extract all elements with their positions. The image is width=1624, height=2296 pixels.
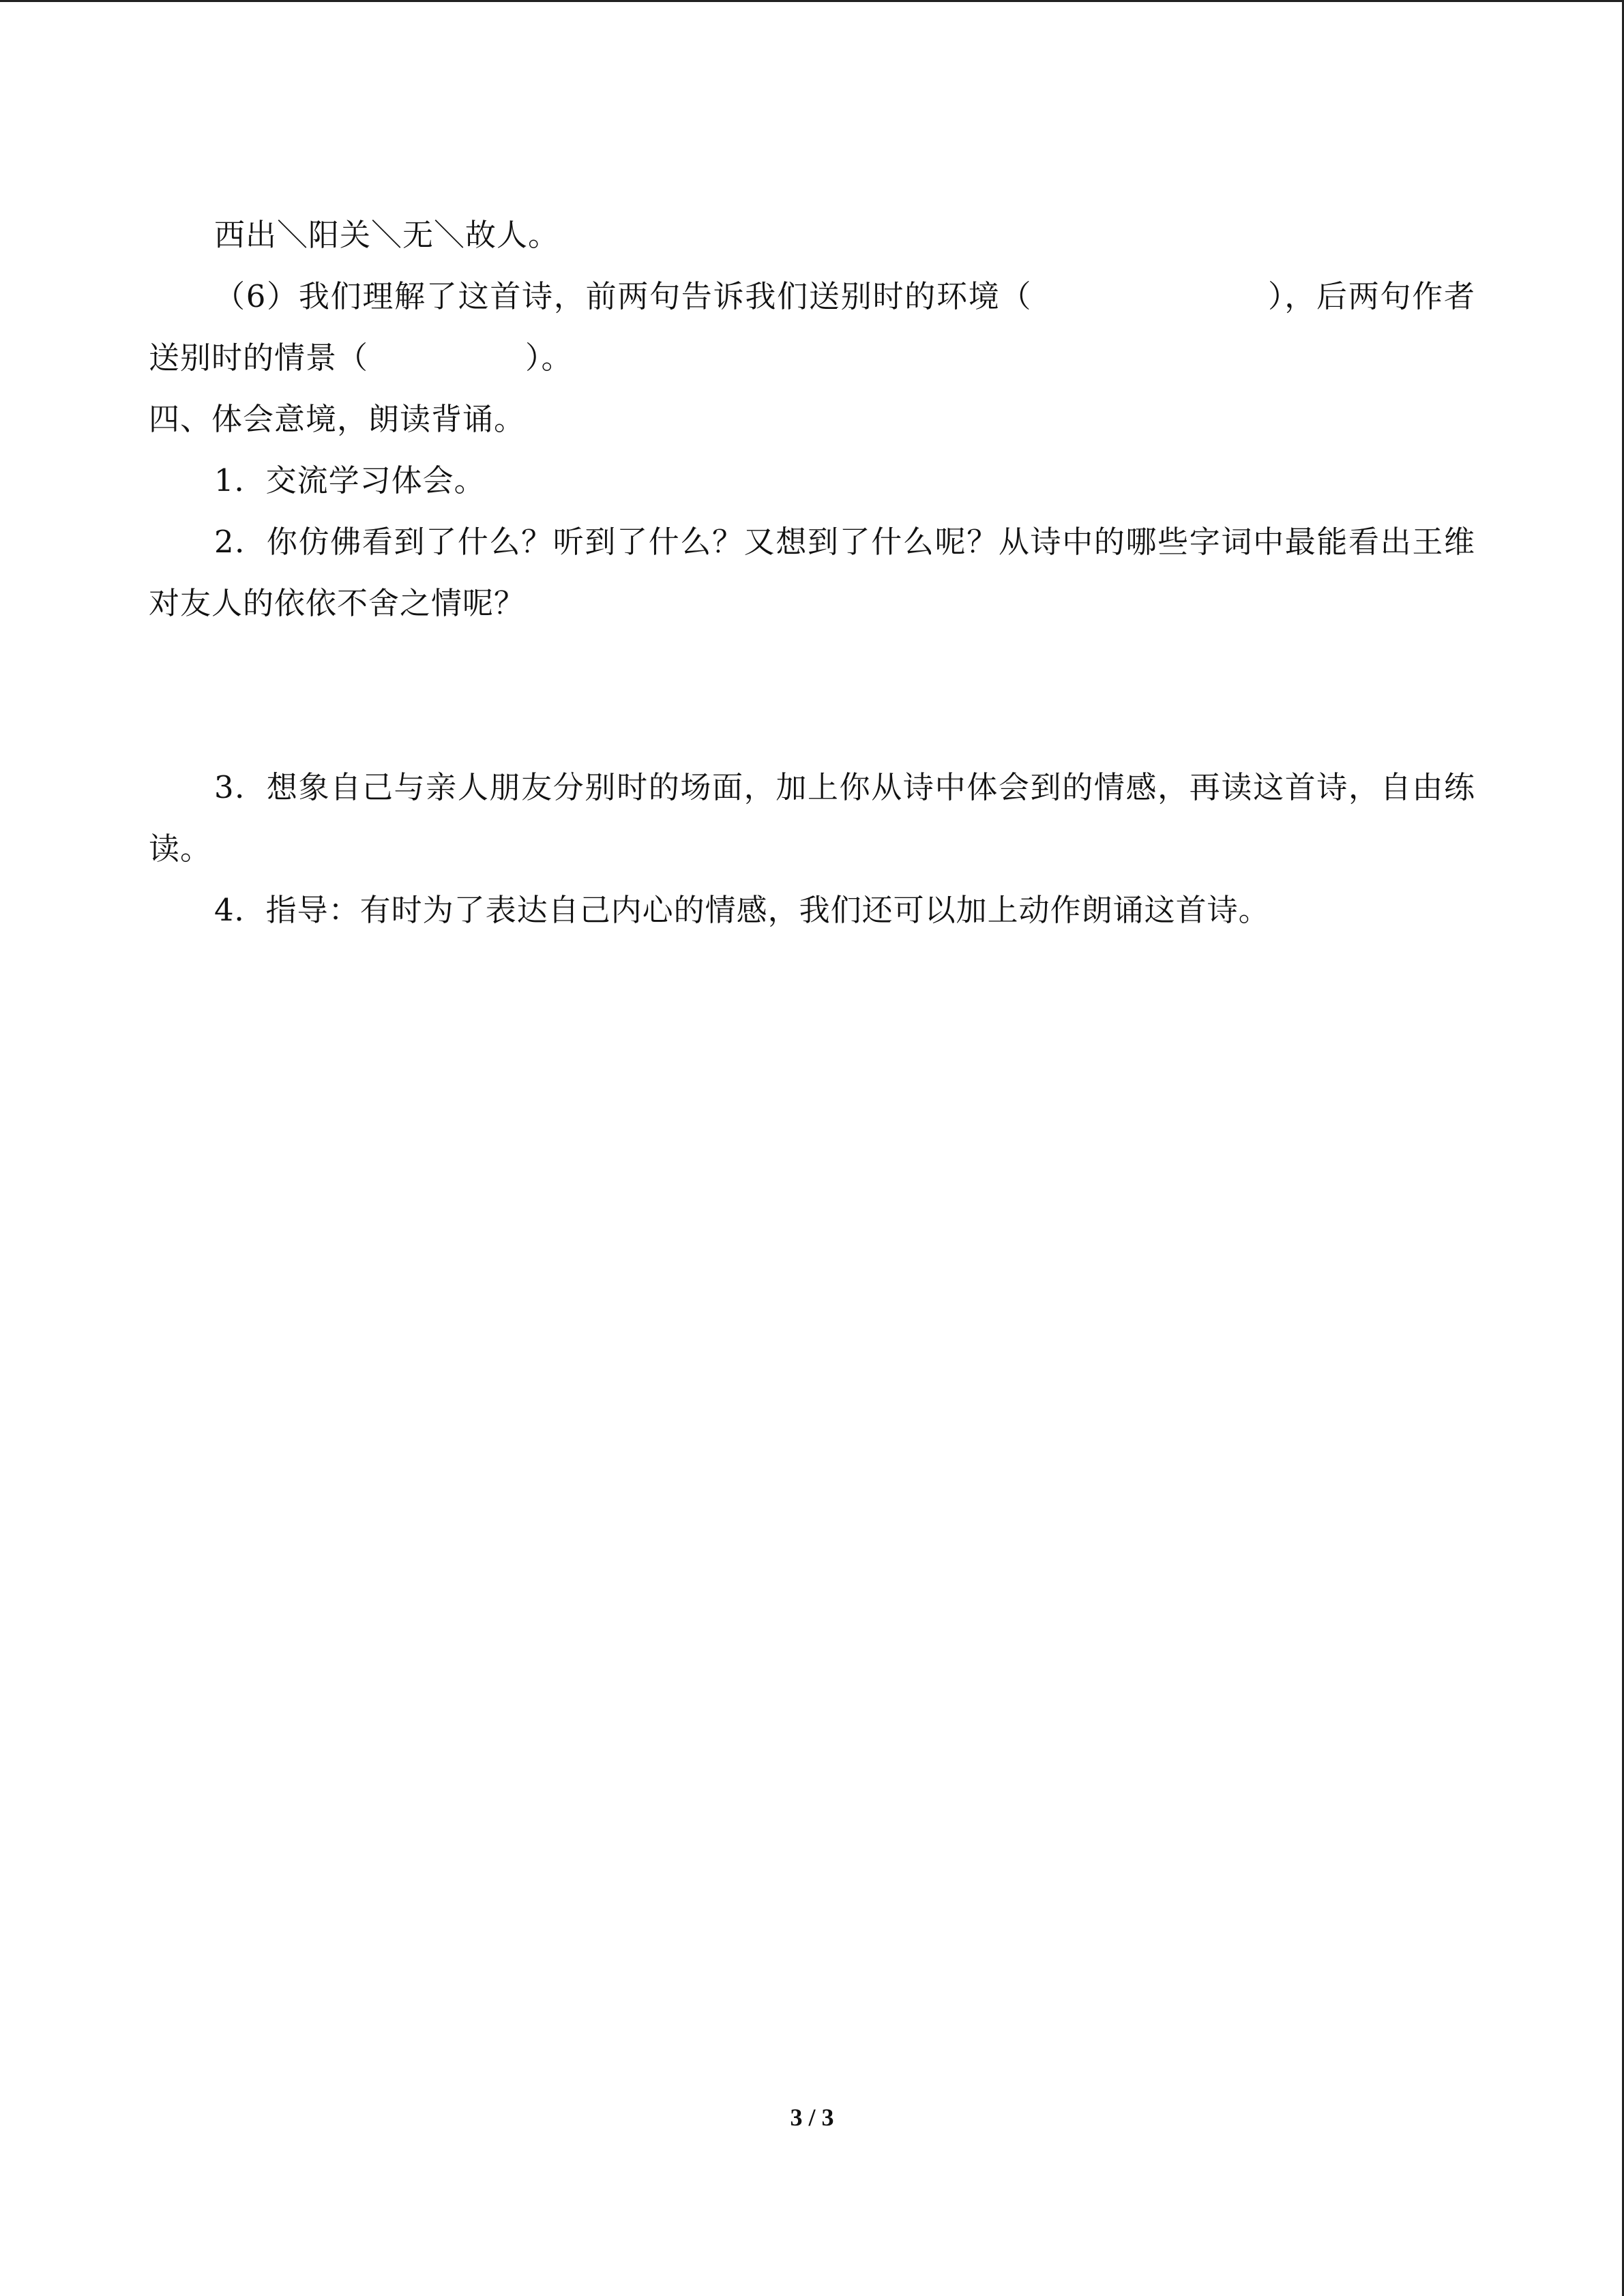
- answer-space: [149, 634, 1475, 757]
- item-2-text: 2．你仿佛看到了什么？听到了什么？又想到了什么呢？从诗中的哪些字词中最能看出王维对友人的依依不舍之情呢？: [149, 524, 1475, 621]
- item-3-text: 3．想象自己与亲人朋友分别时的场面，加上你从诗中体会到的情感，再读这首诗，自由练读。: [149, 769, 1475, 867]
- question-6-text-1: （6）我们理解了这首诗，前两句告诉我们送别时的环境（: [214, 278, 1033, 314]
- question-6-text-3: ）。: [525, 340, 573, 376]
- item-2: [149, 511, 1475, 634]
- poem-pause-text: 西出＼阳关＼无＼故人。: [214, 217, 560, 253]
- item-4-text: 4．指导：有时为了表达自己内心的情感，我们还可以加上动作朗诵这首诗。: [214, 892, 1270, 928]
- question-6-text-2: ），后两句作者送别时的情景（: [149, 278, 1475, 376]
- page-number: 3 / 3: [790, 2104, 834, 2131]
- item-1-text: 1．交流学习体会。: [214, 462, 486, 498]
- section-heading-4-text: 四、体会意境，朗读背诵。: [149, 401, 526, 437]
- section-heading-4: [149, 389, 1475, 450]
- item-1: [149, 450, 1475, 511]
- document-body: [149, 205, 1475, 941]
- question-6: [149, 266, 1475, 389]
- poem-pause-line: [149, 205, 1475, 266]
- item-4: [149, 880, 1475, 941]
- item-3: [149, 757, 1475, 880]
